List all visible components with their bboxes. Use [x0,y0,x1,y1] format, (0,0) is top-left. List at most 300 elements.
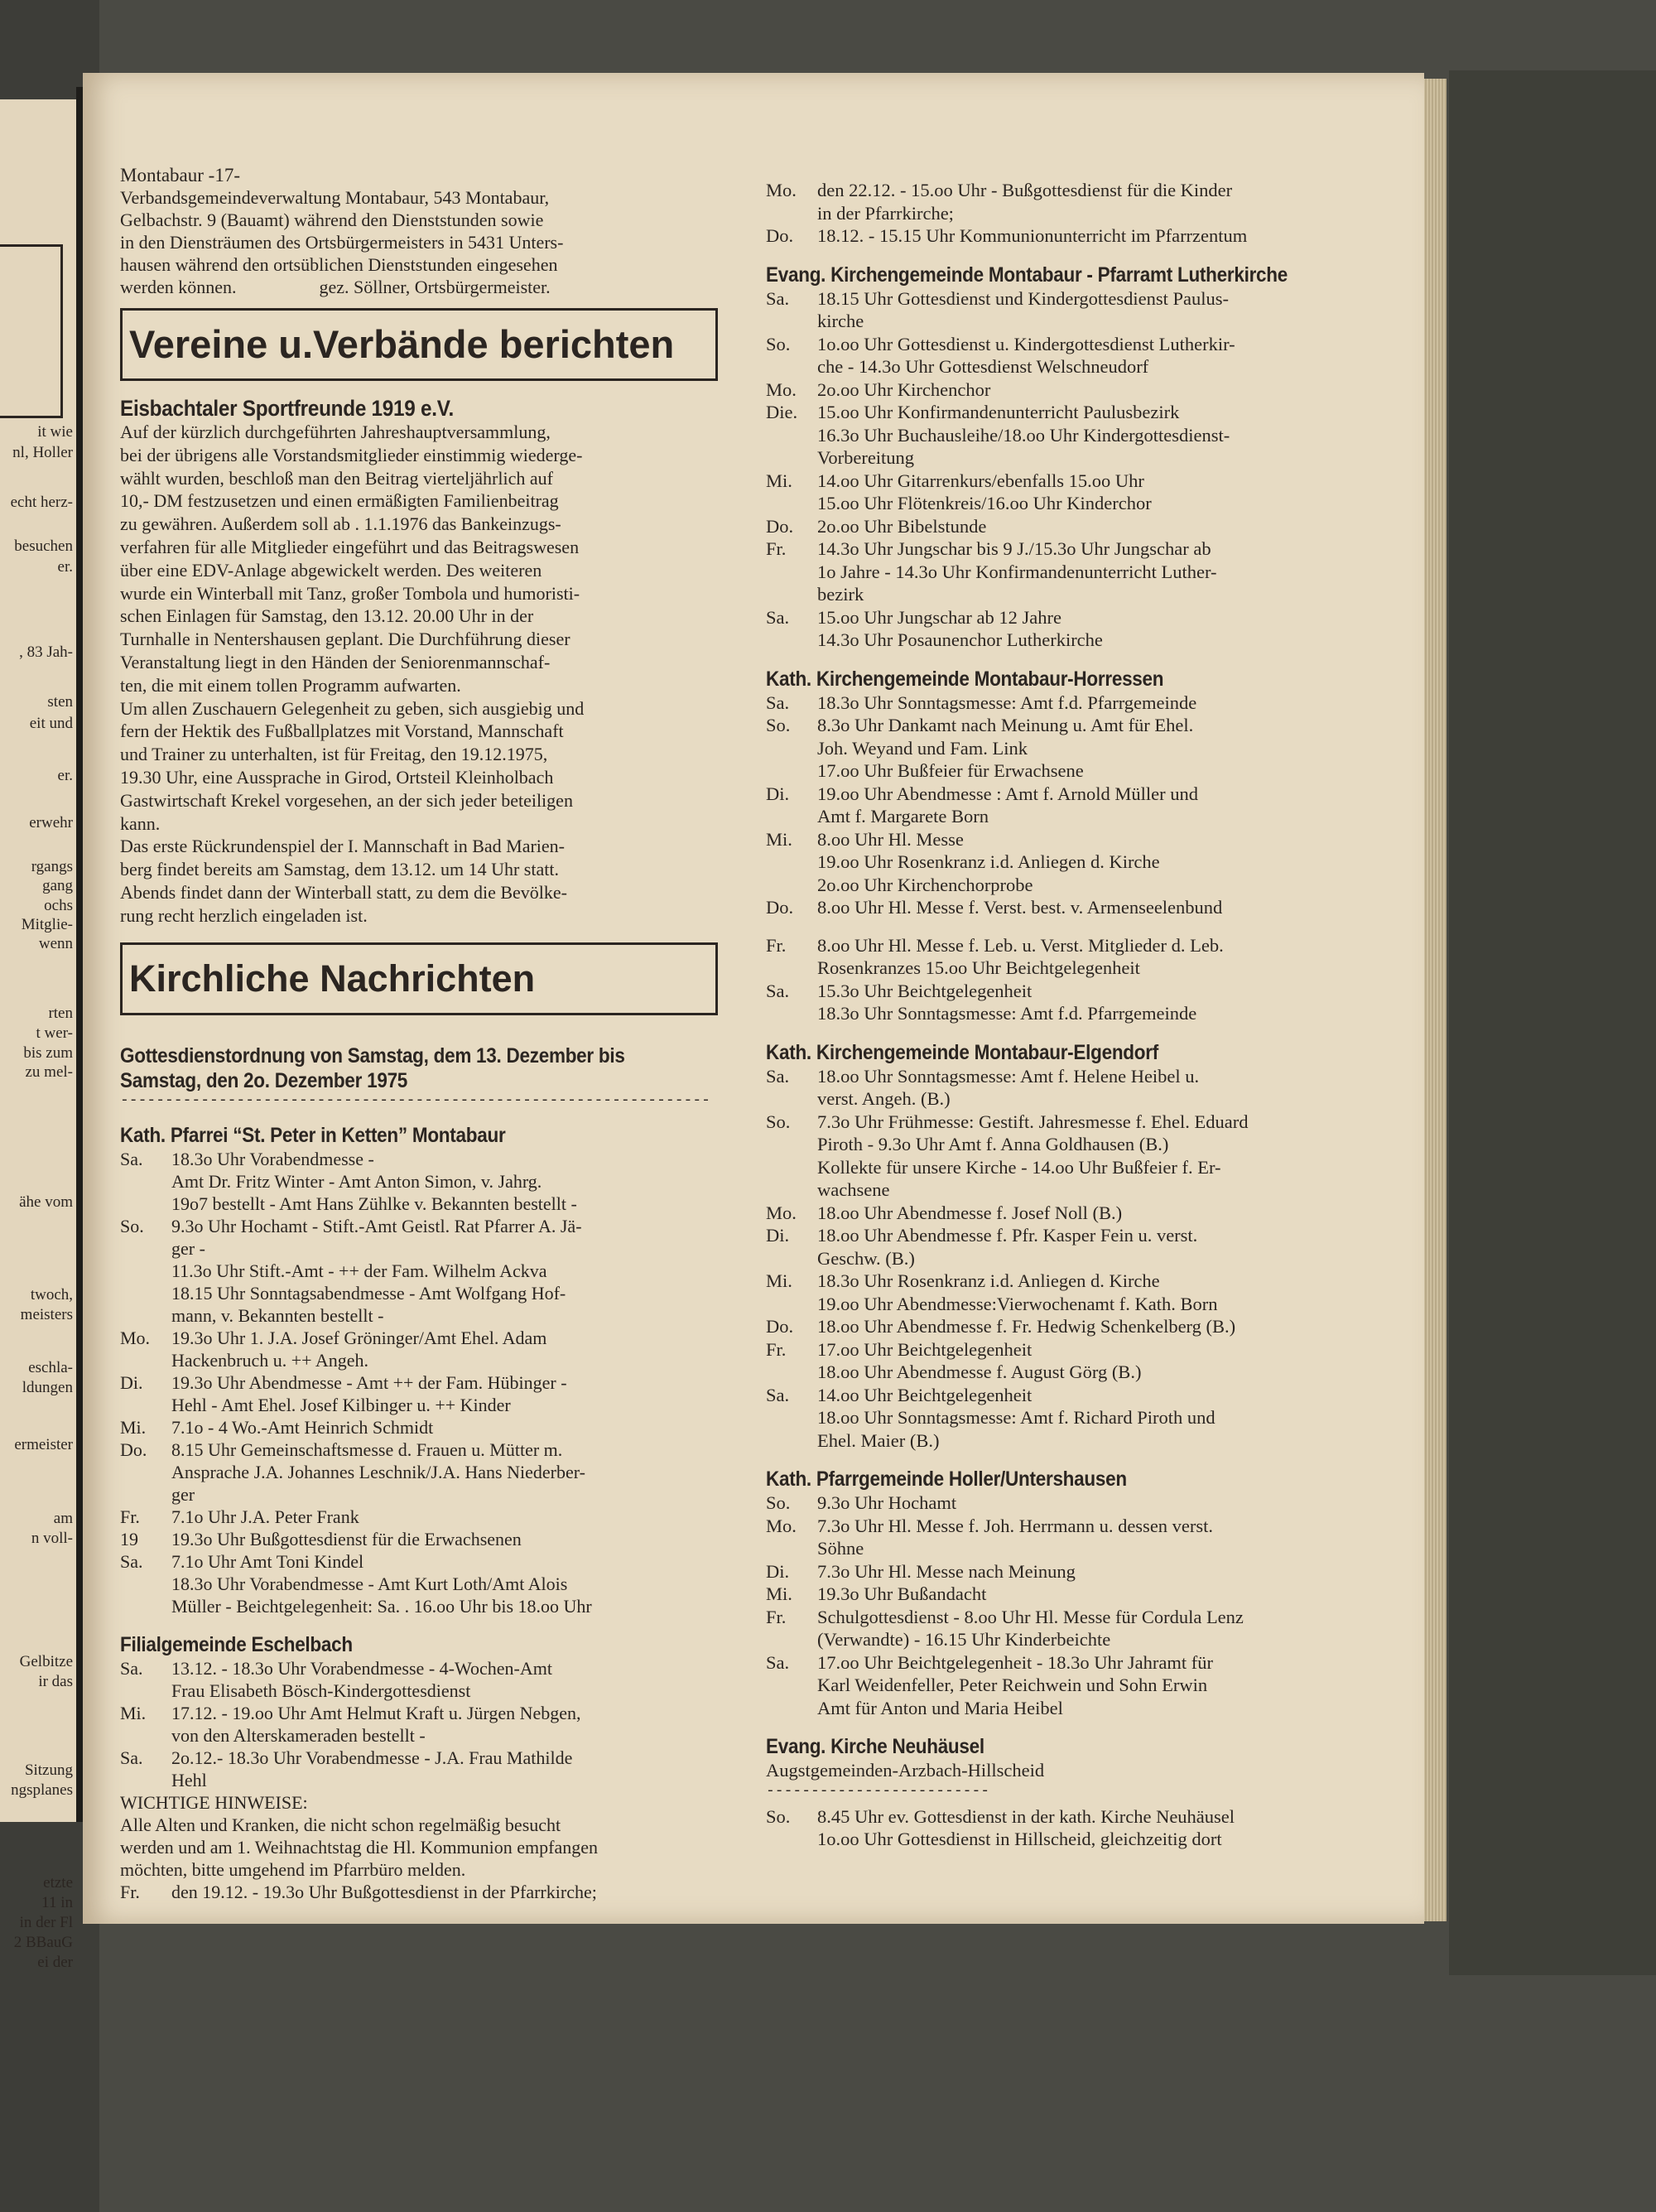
previous-page-fragment: er. [57,767,73,784]
entry-line: Piroth - 9.3o Uhr Amt f. Anna Goldhausen (B.) [817,1134,1169,1154]
previous-page-fragment: nl, Holler [12,444,73,461]
day-label: Di. [120,1371,143,1393]
parish-title: Kath. Pfarrei “St. Peter in Ketten” Montabaur [120,1123,506,1147]
entry-line: Hehl - Amt Ehel. Josef Kilbinger u. ++ Kinder [171,1394,511,1415]
day-label: Di. [766,1560,790,1582]
entry-line: 7.1o Uhr J.A. Peter Frank [171,1506,359,1527]
entry-line: 18.12. - 15.15 Uhr Kommunionunterricht im Pfarrzentum [817,225,1248,246]
entry-line: 18.3o Uhr Vorabendmesse - Amt Kurt Loth/Amt Alois [171,1573,568,1594]
entry-text [817,537,1403,606]
entry-text [817,1805,1403,1851]
neuhaeusel-title: Evang. Kirche Neuhäusel [766,1735,984,1758]
schedule-row [766,1065,1403,1111]
previous-page-fragment: in der Fl [19,1914,73,1931]
entry-line: Kollekte für unsere Kirche - 14.oo Uhr Bußfeier f. Er- [817,1156,1221,1178]
schedule-row [766,179,1403,224]
day-label: Sa. [766,980,790,1001]
entry-text [817,287,1403,333]
entry-line: 19.oo Uhr Rosenkranz i.d. Anliegen d. Kirche [817,851,1160,872]
entry-line: 18.3o Uhr Sonntagsmesse: Amt f.d. Pfarrgemeinde [817,1003,1197,1024]
schedule-row [766,1515,1403,1560]
entry-line: 19.oo Uhr Abendmesse:Vierwochenamt f. Kath. Born [817,1293,1218,1314]
day-label: Mo. [766,378,797,400]
entry-line: che - 14.3o Uhr Gottesdienst Welschneudorf [817,356,1149,377]
day-label: Sa. [120,1747,143,1768]
entry-line: Söhne [817,1538,864,1559]
previous-page-fragment: Gelbitze [19,1653,73,1670]
text-line: fern der Hektik des Fußballplatzes mit Vorstand, Mannschaft [120,720,564,742]
entry-line: Amt Dr. Fritz Winter - Amt Anton Simon, v. Jahrg. [171,1170,542,1192]
text-line: Abends findet dann der Winterball statt, zu dem die Bevölke- [120,881,567,903]
entry-text [817,934,1403,980]
previous-page-fragment: ldungen [22,1379,73,1396]
text-line: werden und am 1. Weihnachtstag die Hl. Kommunion empfangen [120,1836,599,1858]
entry-text [171,1702,807,1747]
day-label: Mi. [766,828,792,850]
entry-line: 15.oo Uhr Flötenkreis/16.oo Uhr Kinderchor [817,493,1152,513]
entry-line: Hackenbruch u. ++ Angeh. [171,1349,369,1371]
entry-text [171,1881,807,1903]
day-label: Fr. [766,1338,787,1360]
entry-line: 9.3o Uhr Hochamt [817,1492,957,1513]
entry-line: 15.oo Uhr Jungschar ab 12 Jahre [817,606,1061,628]
entry-line: den 22.12. - 15.oo Uhr - Bußgottesdienst für die Kinder [817,180,1233,200]
entry-line: 8.oo Uhr Hl. Messe f. Leb. u. Verst. Mitglieder d. Leb. [817,934,1224,956]
entry-line: Ansprache J.A. Johannes Leschnik/J.A. Hans Niederber- [171,1461,585,1482]
title-line: Samstag, den 2o. Dezember 1975 [120,1068,408,1092]
day-label: Do. [766,1316,794,1337]
schedule-row [120,1416,807,1439]
text-line: rung recht herzlich eingeladen ist. [120,904,368,926]
entry-line: 7.3o Uhr Hl. Messe f. Joh. Herrmann u. dessen verst. [817,1515,1214,1536]
entry-text [817,179,1403,224]
entry-line: 15.3o Uhr Beichtgelegenheit [817,980,1033,1001]
entry-text [171,1528,807,1550]
entry-text [817,401,1403,470]
day-label: Sa. [766,692,790,713]
previous-page-fragment: gang [42,877,73,894]
text-line: berg findet bereits am Samstag, dem 13.12. um 14 Uhr statt. [120,859,559,880]
entry-line: 18.oo Uhr Abendmesse f. Fr. Hedwig Schenkelberg (B.) [817,1316,1236,1337]
entry-line: 18.3o Uhr Sonntagsmesse: Amt f.d. Pfarrgemeinde [817,692,1197,713]
entry-line: Rosenkranzes 15.oo Uhr Beichtgelegenheit [817,957,1140,978]
previous-page-fragment: ngsplanes [11,1781,73,1799]
entry-line: 18.oo Uhr Sonntagsmesse: Amt f. Helene Heibel u. [817,1065,1200,1087]
day-label: Sa. [120,1657,143,1679]
entry-text [171,1215,807,1327]
entry-line: Amt für Anton und Maria Heibel [817,1697,1063,1718]
entry-text [817,1270,1403,1315]
horressen-schedule [766,692,1403,919]
entry-line: 14.3o Uhr Jungschar bis 9 J./15.3o Uhr Jungschar ab [817,538,1211,559]
day-label: Sa. [120,1148,143,1169]
text-line: Auf der kürzlich durchgeführten Jahreshauptversammlung, [120,422,551,442]
schedule-row [766,378,1403,402]
schedule-row [766,1270,1403,1315]
text-line: Alle Alten und Kranken, die nicht schon regelmäßig besucht [120,1814,561,1835]
schedule-row [766,896,1403,919]
entry-line: 8.15 Uhr Gemeinschaftsmesse d. Frauen u. Mütter m. [171,1439,563,1460]
filial-schedule [120,1657,807,1791]
entry-line: 19.3o Uhr Bußgottesdienst für die Erwachsenen [171,1528,522,1549]
previous-page-fragment: eschla- [28,1359,73,1376]
day-label: So. [766,1111,791,1132]
text-fragment: werden können. [120,277,237,297]
entry-line: Karl Weidenfeller, Peter Reichwein und Sohn Erwin [817,1675,1208,1695]
schedule-row [120,1657,807,1702]
day-label: Fr. [120,1881,140,1902]
previous-page-fragment: , 83 Jah- [19,643,73,661]
schedule-row [120,1439,807,1506]
entry-text [817,783,1403,828]
previous-page-fragment: 2 BBauG [13,1934,73,1951]
text-line: Veranstaltung liegt in den Händen der Seniorenmannschaf- [120,651,551,672]
elgendorf-schedule [766,1065,1403,1453]
text-line: kann. [120,812,161,834]
left-column [120,164,807,1903]
entry-line: 17.12. - 19.oo Uhr Amt Helmut Kraft u. Jürgen Nebgen, [171,1702,581,1723]
horressen-title: Kath. Kirchengemeinde Montabaur-Horressen [766,667,1164,691]
entry-text [817,606,1403,652]
holler-schedule [766,1492,1403,1719]
entry-line: 18.oo Uhr Abendmesse f. August Görg (B.) [817,1361,1142,1382]
entry-line: 13.12. - 18.3o Uhr Vorabendmesse - 4-Wochen-Amt [171,1657,552,1679]
schedule-row [766,1606,1403,1651]
entry-text [817,896,1403,919]
entry-line: 8.3o Uhr Dankamt nach Meinung u. Amt für Ehel. [817,715,1194,735]
day-label: Sa. [766,1384,790,1405]
entry-text [817,828,1403,897]
day-label: Do. [766,897,794,918]
entry-text [817,1651,1403,1720]
schedule-row [120,1215,807,1327]
day-label: Mi. [766,1270,792,1291]
schedule-row [766,401,1403,470]
day-label: So. [766,715,791,735]
day-label: Mo. [766,180,797,200]
entry-line: Vorbereitung [817,447,915,468]
schedule-row [766,783,1403,828]
schedule-row [766,1111,1403,1202]
previous-page-fragment: echt herz- [10,494,73,511]
page-header: Montabaur -17- [120,165,240,186]
text-line: möchten, bitte umgehend im Pfarrbüro melden. [120,1858,466,1880]
text-line: verfahren für alle Mitglieder eingeführt und das Beitragswesen [120,536,580,557]
schedule-row [766,537,1403,606]
previous-page-fragment: rten [48,1005,73,1022]
entry-text [817,515,1403,538]
entry-line: mann, v. Bekannten bestellt - [171,1304,384,1326]
text-line: Um allen Zuschauern Gelegenheit zu geben, sich ausgiebig und [120,697,585,719]
text-line [120,276,807,298]
entry-line: 7.3o Uhr Frühmesse: Gestift. Jahresmesse f. Ehel. Eduard [817,1111,1249,1132]
section-box-vereine [120,308,718,381]
entry-line: bezirk [817,584,864,605]
entry-text [817,1583,1403,1606]
entry-text [171,1371,807,1416]
text-line: Gastwirtschaft Krekel vorgesehen, an der sich jeder beteiligen [120,789,573,811]
newspaper-page [83,73,1424,1924]
separator-line: ------------------------------------------------------------------ [120,1092,710,1109]
entry-text [817,980,1403,1025]
entry-line: in der Pfarrkirche; [817,202,954,224]
section-title: Vereine u.Verbände berichten [129,322,675,366]
entry-line: Geschw. (B.) [817,1247,915,1269]
previous-page-fragment: meisters [20,1306,73,1323]
schedule-row [766,1384,1403,1453]
previous-page-fragment: t wer- [36,1024,73,1042]
entry-text [171,1747,807,1791]
previous-page-fragment: rgangs [31,858,73,875]
previous-page-fragment: 11 in [41,1894,73,1911]
entry-line: 9.3o Uhr Hochamt - Stift.-Amt Geistl. Rat Pfarrer A. Jä- [171,1215,582,1236]
schedule-row [766,1805,1403,1851]
day-label: Fr. [766,934,787,956]
schedule-row [120,1881,807,1903]
entry-text [817,1224,1403,1270]
day-label: So. [120,1215,144,1236]
schedule-row [120,1702,807,1747]
text-line: über eine EDV-Anlage abgewickelt werden. Des weiteren [120,559,542,581]
text-line: Das erste Rückrundenspiel der I. Mannschaft in Bad Marien- [120,836,566,857]
previous-page-fragment: ermeister [14,1436,73,1453]
entry-text [171,1657,807,1702]
holler-title: Kath. Pfarrgemeinde Holler/Untershausen [766,1467,1127,1491]
entry-text [171,1327,807,1371]
entry-text [817,692,1403,715]
club-title: Eisbachtaler Sportfreunde 1919 e.V. [120,396,454,421]
entry-line: 7.1o - 4 Wo.-Amt Heinrich Schmidt [171,1416,434,1438]
entry-line: 17.oo Uhr Beichtgelegenheit - 18.3o Uhr Jahramt für [817,1651,1213,1673]
final-schedule [120,1881,807,1903]
entry-line: 8.oo Uhr Hl. Messe f. Verst. best. v. Armenseelenbund [817,897,1223,918]
text-line: zu gewähren. Außerdem soll ab . 1.1.1976 das Bankeinzugs- [120,513,561,535]
text-line: bei der übrigens alle Vorstandsmitglieder einstimmig wiederge- [120,444,583,465]
entry-text [817,1111,1403,1202]
entry-line: Amt f. Margarete Born [817,806,989,826]
previous-page-fragment: erwehr [29,814,73,831]
entry-line: 19o7 bestellt - Amt Hans Zühlke v. Bekannten bestellt - [171,1193,577,1214]
schedule-row [766,1338,1403,1384]
previous-page-fragment: ei der [37,1954,73,1971]
previous-page-fragment: er. [57,558,73,576]
day-label: Do. [766,515,794,537]
entry-line: kirche [817,311,864,331]
hints-title: WICHTIGE HINWEISE: [120,1791,308,1813]
text-line: hausen während den ortsüblichen Dienststunden eingesehen [120,254,558,275]
schedule-row [766,606,1403,652]
schedule-row [766,1315,1403,1338]
entry-text [171,1550,807,1617]
previous-page-fragment: am [53,1510,73,1527]
entry-text [817,1492,1403,1515]
text-line: wählt wurden, beschloß man den Beitrag vierteljährlich auf [120,467,553,489]
day-label: Sa. [766,1651,790,1673]
entry-text [817,714,1403,783]
previous-page-fragment: wenn [38,935,73,952]
entry-text [171,1439,807,1506]
schedule-row [766,287,1403,333]
day-label: Mo. [766,1515,797,1536]
text-line: 19.30 Uhr, eine Aussprache in Girod, Ortsteil Kleinholbach [120,766,554,788]
previous-page-fragment: ähe vom [19,1193,73,1211]
schedule-row [120,1327,807,1371]
horressen-schedule-continued [766,934,1403,1025]
right-column [766,179,1403,1851]
schedule-row [766,1651,1403,1720]
entry-line: wachsene [817,1179,890,1200]
entry-text [171,1148,807,1215]
day-label: Mo. [120,1327,151,1348]
day-label: Fr. [120,1506,140,1527]
parish-schedule [120,1148,807,1617]
entry-line: den 19.12. - 19.3o Uhr Bußgottesdienst in der Pfarrkirche; [171,1881,597,1902]
day-label: Sa. [120,1550,143,1572]
intro-paragraph [120,186,807,298]
entry-line: 1o Jahre - 14.3o Uhr Konfirmandenunterricht Luther- [817,561,1217,582]
book-cover-right [1449,70,1656,1975]
day-label: Mi. [766,1583,792,1604]
section-box-kirchlich [120,942,718,1015]
previous-page-fragment: etzte [43,1874,73,1892]
schedule-row [120,1550,807,1617]
evang-schedule [766,287,1403,652]
day-label: 19 [120,1528,138,1549]
entry-line: 19.3o Uhr Bußandacht [817,1583,987,1604]
entry-line: ger [171,1483,195,1505]
entry-line: Müller - Beichtgelegenheit: Sa. . 16.oo Uhr bis 18.oo Uhr [171,1595,592,1617]
entry-line: ger - [171,1237,205,1259]
previous-page-fragment: ochs [44,897,73,914]
entry-line: (Verwandte) - 16.15 Uhr Kinderbeichte [817,1629,1111,1650]
previous-page-fragment: Sitzung [24,1761,73,1779]
schedule-row [120,1747,807,1791]
entry-line: 2o.oo Uhr Kirchenchor [817,378,991,400]
previous-page-fragment: n voll- [31,1530,73,1547]
entry-line: 18.oo Uhr Abendmesse f. Josef Noll (B.) [817,1202,1123,1223]
text-line: schen Einlagen für Samstag, den 13.12. 20.00 Uhr in der [120,605,534,627]
previous-page-fragment: it wie [37,423,73,441]
entry-line: 1o.oo Uhr Gottesdienst u. Kindergottesdienst Lutherkir- [817,333,1235,354]
entry-line: 7.1o Uhr Amt Toni Kindel [171,1550,364,1572]
separator-line: ------------------------- [766,1782,990,1800]
neuhaeusel-subtitle: Augstgemeinden-Arzbach-Hillscheid [766,1760,1045,1781]
entry-line: 7.3o Uhr Hl. Messe nach Meinung [817,1560,1076,1582]
previous-page-fragment: zu mel- [25,1063,73,1081]
entry-line: 8.oo Uhr Hl. Messe [817,828,964,850]
elgendorf-title: Kath. Kirchengemeinde Montabaur-Elgendorf [766,1040,1158,1064]
hints-text [120,1814,807,1881]
entry-text [817,1315,1403,1338]
schedule-row [766,714,1403,783]
entry-text [817,1606,1403,1651]
day-label: Mi. [766,470,792,491]
day-label: Di. [766,783,790,804]
section-title: Kirchliche Nachrichten [129,957,536,1000]
entry-line: 18.oo Uhr Sonntagsmesse: Amt f. Richard Piroth und [817,1407,1216,1428]
schedule-row [766,934,1403,980]
entry-text [817,224,1403,248]
day-label: So. [766,1492,791,1513]
entry-line: 18.3o Uhr Rosenkranz i.d. Anliegen d. Kirche [817,1270,1160,1291]
previous-page-fragment: twoch, [30,1286,73,1304]
filial-title: Filialgemeinde Eschelbach [120,1632,353,1656]
entry-text [171,1506,807,1528]
schedule-row [766,1560,1403,1583]
schedule-row [766,470,1403,515]
entry-text [817,470,1403,515]
schedule-row [766,224,1403,248]
text-line: und Trainer zu unterhalten, ist für Freitag, den 19.12.1975, [120,744,548,765]
previous-page-fragment: sten [47,693,73,711]
day-label: Di. [766,1225,790,1246]
entry-line: Schulgottesdienst - 8.oo Uhr Hl. Messe für Cordula Lenz [817,1606,1244,1627]
entry-line: Joh. Weyand und Fam. Link [817,737,1028,759]
entry-line: 18.15 Uhr Gottesdienst und Kindergottesdienst Paulus- [817,287,1230,309]
schedule-row [120,1506,807,1528]
day-label: Fr. [766,1606,787,1627]
day-label: Sa. [766,287,790,309]
entry-line: 2o.oo Uhr Bibelstunde [817,515,987,537]
entry-line: 14.oo Uhr Beichtgelegenheit [817,1384,1033,1405]
previous-page-box [0,244,63,418]
day-label: Mi. [120,1702,147,1723]
day-label: Mo. [766,1202,797,1223]
entry-line: 18.3o Uhr Vorabendmesse - [171,1148,374,1169]
entry-text [817,1560,1403,1583]
text-line: in den Diensträumen des Ortsbürgermeisters in 5431 Unters- [120,232,564,253]
schedule-row [766,692,1403,715]
previous-page-fragment: besuchen [14,537,73,555]
service-order-title [120,1043,807,1093]
entry-line: 1o.oo Uhr Gottesdienst in Hillscheid, gleichzeitig dort [817,1829,1222,1849]
text-line: Verbandsgemeindeverwaltung Montabaur, 543 Montabaur, [120,187,550,208]
entry-text [817,1202,1403,1225]
schedule-row [766,1224,1403,1270]
entry-line: 19.oo Uhr Abendmesse : Amt f. Arnold Müller und [817,783,1198,804]
entry-line: verst. Angeh. (B.) [817,1088,951,1109]
entry-line: 17.oo Uhr Bußfeier für Erwachsene [817,760,1084,781]
entry-line: 17.oo Uhr Beichtgelegenheit [817,1338,1033,1360]
schedule-row [120,1371,807,1416]
schedule-row [766,1583,1403,1606]
entry-line: Ehel. Maier (B.) [817,1429,940,1451]
entry-line: 18.oo Uhr Abendmesse f. Pfr. Kasper Fein u. verst. [817,1225,1198,1246]
previous-page-fragment: Mitglie- [21,916,73,933]
schedule-row [766,1492,1403,1515]
entry-line: 19.3o Uhr Abendmesse - Amt ++ der Fam. Hübinger - [171,1371,567,1393]
text-line: ten, die mit einem tollen Programm aufwarten. [120,674,461,696]
entry-line: 15.oo Uhr Konfirmandenunterricht Paulusbezirk [817,402,1180,422]
entry-line: 11.3o Uhr Stift.-Amt - ++ der Fam. Wilhelm Ackva [171,1260,547,1281]
evang-title: Evang. Kirchengemeinde Montabaur - Pfarramt Lutherkirche [766,263,1288,287]
entry-text [171,1416,807,1439]
previous-page-edge [0,99,79,1971]
entry-line: Frau Elisabeth Bösch-Kindergottesdienst [171,1679,471,1701]
schedule-row [766,828,1403,897]
day-label: Mi. [120,1416,147,1438]
entry-text [817,1338,1403,1384]
previous-page-fragment: bis zum [23,1044,73,1062]
entry-line: 18.15 Uhr Sonntagsabendmesse - Amt Wolfgang Hof- [171,1282,566,1304]
entry-text [817,1384,1403,1453]
title-line: Gottesdienstordnung von Samstag, dem 13. Dezember bis [120,1043,625,1067]
entry-text [817,333,1403,378]
entry-line: 14.oo Uhr Gitarrenkurs/ebenfalls 15.oo Uhr [817,470,1144,491]
entry-line: 19.3o Uhr 1. J.A. Josef Gröninger/Amt Ehel. Adam [171,1327,547,1348]
club-article [120,421,807,928]
entry-text [817,1515,1403,1560]
